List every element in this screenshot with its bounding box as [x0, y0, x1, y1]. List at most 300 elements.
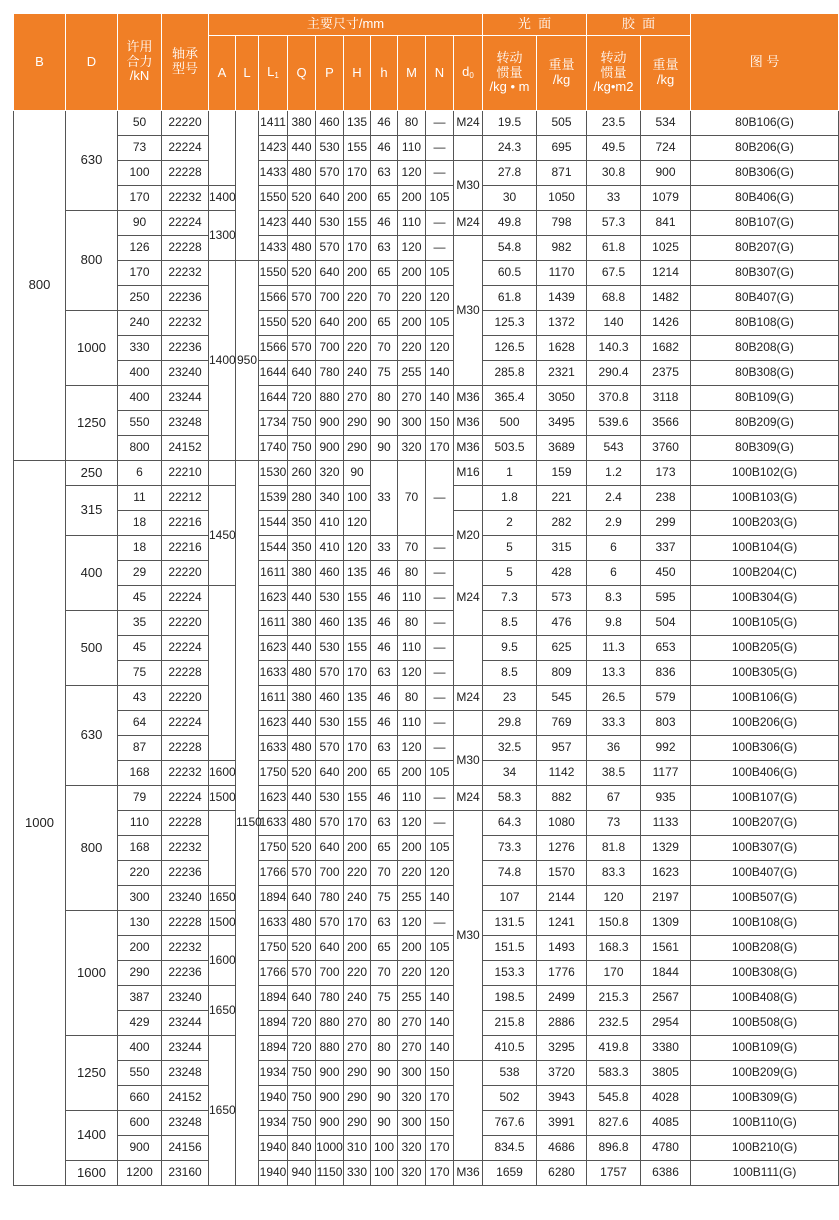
header-smooth-surface: 光 面 [483, 14, 587, 36]
cell-d0: M36 [454, 411, 483, 436]
cell-h-lower: 46 [371, 636, 398, 661]
table-row [14, 836, 839, 861]
cell-p: 640 [316, 836, 344, 861]
cell-d0: M30 [454, 236, 483, 386]
cell-inertia-smooth: 198.5 [483, 986, 537, 1011]
cell-weight-rubber: 337 [641, 536, 691, 561]
cell-q: 750 [288, 411, 316, 436]
cell-drawing-number: 80B207(G) [691, 236, 839, 261]
table-row [14, 1111, 839, 1136]
header-bearing-model: 轴承 型号 [162, 14, 209, 111]
cell-p: 460 [316, 111, 344, 136]
cell-p: 570 [316, 911, 344, 936]
cell-drawing-number: 80B406(G) [691, 186, 839, 211]
cell-drawing-number: 100B206(G) [691, 711, 839, 736]
cell-p: 640 [316, 936, 344, 961]
cell-drawing-number: 100B103(G) [691, 486, 839, 511]
cell-d: 630 [66, 111, 118, 211]
cell-inertia-rubber: 57.3 [587, 211, 641, 236]
cell-m: 110 [398, 711, 426, 736]
table-row [14, 761, 839, 786]
cell-q: 720 [288, 1036, 316, 1061]
table-row [14, 161, 839, 186]
cell-weight-smooth: 6280 [537, 1161, 587, 1186]
cell-drawing-number: 100B108(G) [691, 911, 839, 936]
cell-allowable-load: 18 [118, 511, 162, 536]
table-row [14, 961, 839, 986]
cell-m: 270 [398, 386, 426, 411]
cell-n: — [426, 786, 454, 811]
cell-weight-rubber: 1025 [641, 236, 691, 261]
cell-inertia-rubber: 290.4 [587, 361, 641, 386]
cell-n: 140 [426, 386, 454, 411]
cell-weight-rubber: 1623 [641, 861, 691, 886]
cell-a: 1500 [209, 911, 236, 936]
spec-table [13, 13, 839, 1186]
cell-allowable-load: 64 [118, 711, 162, 736]
cell-inertia-rubber: 13.3 [587, 661, 641, 686]
cell-allowable-load: 1200 [118, 1161, 162, 1186]
cell-q: 570 [288, 861, 316, 886]
cell-h-lower: 46 [371, 586, 398, 611]
cell-inertia-rubber: 83.3 [587, 861, 641, 886]
cell-d: 400 [66, 536, 118, 611]
cell-bearing-model: 23248 [162, 1111, 209, 1136]
cell-bearing-model: 22224 [162, 586, 209, 611]
cell-inertia-smooth: 54.8 [483, 236, 537, 261]
cell-drawing-number: 80B106(G) [691, 111, 839, 136]
cell-q: 350 [288, 536, 316, 561]
cell-drawing-number: 100B407(G) [691, 861, 839, 886]
table-row [14, 986, 839, 1011]
cell-h-upper: 200 [344, 761, 371, 786]
cell-h-upper: 170 [344, 736, 371, 761]
cell-inertia-rubber: 23.5 [587, 111, 641, 136]
cell-h-lower: 80 [371, 1036, 398, 1061]
cell-h-upper: 170 [344, 811, 371, 836]
cell-q: 840 [288, 1136, 316, 1161]
cell-allowable-load: 400 [118, 386, 162, 411]
cell-inertia-smooth: 767.6 [483, 1111, 537, 1136]
cell-h-upper: 120 [344, 511, 371, 536]
cell-n: — [426, 611, 454, 636]
cell-bearing-model: 22228 [162, 161, 209, 186]
cell-bearing-model: 22232 [162, 836, 209, 861]
cell-a: 1400 [209, 261, 236, 461]
cell-n: 120 [426, 286, 454, 311]
cell-q: 480 [288, 811, 316, 836]
cell-weight-smooth: 1050 [537, 186, 587, 211]
cell-m: 320 [398, 1161, 426, 1186]
cell-l1: 1411 [259, 111, 288, 136]
header-q: Q [288, 36, 316, 111]
cell-weight-rubber: 534 [641, 111, 691, 136]
cell-q: 480 [288, 236, 316, 261]
cell-drawing-number: 100B105(G) [691, 611, 839, 636]
header-rubber-surface: 胶 面 [587, 14, 691, 36]
cell-m: 270 [398, 1036, 426, 1061]
cell-weight-rubber: 4085 [641, 1111, 691, 1136]
cell-h-upper: 220 [344, 336, 371, 361]
cell-weight-rubber: 3380 [641, 1036, 691, 1061]
cell-weight-smooth: 3495 [537, 411, 587, 436]
cell-m: 270 [398, 1011, 426, 1036]
cell-bearing-model: 22236 [162, 961, 209, 986]
table-row [14, 661, 839, 686]
cell-a [209, 811, 236, 886]
cell-weight-smooth: 505 [537, 111, 587, 136]
cell-allowable-load: 75 [118, 661, 162, 686]
cell-q: 440 [288, 136, 316, 161]
cell-a: 1650 [209, 886, 236, 911]
cell-drawing-number: 100B408(G) [691, 986, 839, 1011]
header-inertia-smooth: 转动 惯量 /kg • m [483, 36, 537, 111]
cell-drawing-number: 100B308(G) [691, 961, 839, 986]
cell-q: 750 [288, 1086, 316, 1111]
cell-n: 170 [426, 1136, 454, 1161]
cell-p: 530 [316, 136, 344, 161]
cell-inertia-smooth: 9.5 [483, 636, 537, 661]
cell-l1: 1566 [259, 336, 288, 361]
cell-bearing-model: 22228 [162, 811, 209, 836]
cell-n: — [426, 561, 454, 586]
cell-inertia-rubber: 36 [587, 736, 641, 761]
cell-h-lower: 46 [371, 211, 398, 236]
cell-n: — [426, 461, 454, 536]
cell-d0: M20 [454, 511, 483, 561]
cell-bearing-model: 22224 [162, 136, 209, 161]
cell-inertia-rubber: 2.9 [587, 511, 641, 536]
cell-drawing-number: 100B102(G) [691, 461, 839, 486]
cell-drawing-number: 100B207(G) [691, 811, 839, 836]
cell-q: 570 [288, 336, 316, 361]
cell-inertia-rubber: 30.8 [587, 161, 641, 186]
cell-drawing-number: 100B307(G) [691, 836, 839, 861]
cell-l1: 1894 [259, 886, 288, 911]
cell-inertia-rubber: 583.3 [587, 1061, 641, 1086]
table-row [14, 386, 839, 411]
cell-h-lower: 46 [371, 711, 398, 736]
cell-weight-smooth: 809 [537, 661, 587, 686]
cell-l1: 1633 [259, 661, 288, 686]
cell-inertia-rubber: 140.3 [587, 336, 641, 361]
cell-n: — [426, 736, 454, 761]
cell-weight-rubber: 2197 [641, 886, 691, 911]
cell-p: 340 [316, 486, 344, 511]
cell-inertia-rubber: 543 [587, 436, 641, 461]
cell-inertia-smooth: 365.4 [483, 386, 537, 411]
cell-q: 720 [288, 386, 316, 411]
cell-l1: 1544 [259, 511, 288, 536]
cell-p: 700 [316, 336, 344, 361]
cell-inertia-rubber: 68.8 [587, 286, 641, 311]
cell-weight-smooth: 798 [537, 211, 587, 236]
cell-n: 140 [426, 1036, 454, 1061]
cell-p: 900 [316, 1086, 344, 1111]
cell-inertia-smooth: 538 [483, 1061, 537, 1086]
cell-d0: M36 [454, 1161, 483, 1186]
cell-d0: M24 [454, 561, 483, 636]
cell-l1: 1550 [259, 311, 288, 336]
cell-d: 1000 [66, 311, 118, 386]
cell-l1: 1934 [259, 1111, 288, 1136]
cell-weight-smooth: 695 [537, 136, 587, 161]
cell-inertia-smooth: 1 [483, 461, 537, 486]
cell-l1: 1633 [259, 811, 288, 836]
cell-weight-rubber: 1426 [641, 311, 691, 336]
cell-d: 315 [66, 486, 118, 536]
cell-allowable-load: 300 [118, 886, 162, 911]
table-row [14, 1061, 839, 1086]
cell-d0: M30 [454, 161, 483, 211]
cell-m: 120 [398, 811, 426, 836]
cell-d: 1600 [66, 1161, 118, 1186]
cell-q: 520 [288, 311, 316, 336]
cell-bearing-model: 23244 [162, 1036, 209, 1061]
cell-weight-rubber: 4780 [641, 1136, 691, 1161]
cell-h-lower: 90 [371, 411, 398, 436]
cell-n: — [426, 711, 454, 736]
cell-m: 300 [398, 411, 426, 436]
cell-p: 530 [316, 711, 344, 736]
cell-m: 120 [398, 736, 426, 761]
cell-weight-rubber: 2375 [641, 361, 691, 386]
cell-weight-smooth: 3943 [537, 1086, 587, 1111]
cell-inertia-smooth: 107 [483, 886, 537, 911]
header-b: B [14, 14, 66, 111]
cell-n: 140 [426, 361, 454, 386]
cell-inertia-smooth: 23 [483, 686, 537, 711]
cell-l: 950 [236, 261, 259, 461]
cell-l1: 1750 [259, 936, 288, 961]
cell-inertia-smooth: 30 [483, 186, 537, 211]
cell-q: 440 [288, 636, 316, 661]
table-row [14, 561, 839, 586]
cell-p: 640 [316, 761, 344, 786]
cell-h-upper: 155 [344, 786, 371, 811]
cell-inertia-smooth: 153.3 [483, 961, 537, 986]
cell-inertia-smooth: 32.5 [483, 736, 537, 761]
cell-h-lower: 100 [371, 1161, 398, 1186]
cell-d: 800 [66, 786, 118, 911]
cell-m: 320 [398, 1136, 426, 1161]
cell-weight-rubber: 3805 [641, 1061, 691, 1086]
cell-allowable-load: 800 [118, 436, 162, 461]
cell-n: — [426, 111, 454, 136]
cell-a: 1650 [209, 986, 236, 1036]
cell-bearing-model: 22220 [162, 686, 209, 711]
table-row [14, 461, 839, 486]
cell-drawing-number: 100B205(G) [691, 636, 839, 661]
cell-weight-smooth: 476 [537, 611, 587, 636]
cell-allowable-load: 43 [118, 686, 162, 711]
cell-h-upper: 100 [344, 486, 371, 511]
cell-d: 630 [66, 686, 118, 786]
cell-h-lower: 63 [371, 736, 398, 761]
cell-b: 1000 [14, 461, 66, 1186]
cell-inertia-smooth: 1.8 [483, 486, 537, 511]
cell-weight-smooth: 315 [537, 536, 587, 561]
cell-l1: 1940 [259, 1161, 288, 1186]
cell-drawing-number: 100B110(G) [691, 1111, 839, 1136]
cell-n: — [426, 686, 454, 711]
table-row [14, 636, 839, 661]
cell-inertia-rubber: 170 [587, 961, 641, 986]
cell-bearing-model: 22236 [162, 861, 209, 886]
cell-bearing-model: 23240 [162, 986, 209, 1011]
cell-inertia-smooth: 1659 [483, 1161, 537, 1186]
cell-d0: M24 [454, 211, 483, 236]
cell-inertia-rubber: 419.8 [587, 1036, 641, 1061]
cell-q: 380 [288, 611, 316, 636]
cell-weight-rubber: 238 [641, 486, 691, 511]
cell-allowable-load: 550 [118, 1061, 162, 1086]
cell-inertia-rubber: 215.3 [587, 986, 641, 1011]
cell-p: 570 [316, 736, 344, 761]
cell-weight-rubber: 1079 [641, 186, 691, 211]
cell-bearing-model: 22228 [162, 911, 209, 936]
cell-h-lower: 75 [371, 361, 398, 386]
cell-d: 500 [66, 611, 118, 686]
cell-q: 280 [288, 486, 316, 511]
cell-allowable-load: 600 [118, 1111, 162, 1136]
cell-h-upper: 240 [344, 886, 371, 911]
cell-weight-smooth: 3991 [537, 1111, 587, 1136]
cell-m: 255 [398, 361, 426, 386]
cell-p: 900 [316, 1061, 344, 1086]
cell-allowable-load: 11 [118, 486, 162, 511]
table-row [14, 336, 839, 361]
cell-allowable-load: 168 [118, 761, 162, 786]
cell-p: 900 [316, 411, 344, 436]
cell-p: 570 [316, 236, 344, 261]
cell-weight-smooth: 428 [537, 561, 587, 586]
cell-weight-smooth: 545 [537, 686, 587, 711]
cell-a: 1600 [209, 936, 236, 986]
cell-allowable-load: 330 [118, 336, 162, 361]
cell-weight-rubber: 992 [641, 736, 691, 761]
cell-inertia-smooth: 61.8 [483, 286, 537, 311]
cell-n: 150 [426, 1111, 454, 1136]
cell-bearing-model: 23160 [162, 1161, 209, 1186]
cell-bearing-model: 23248 [162, 1061, 209, 1086]
cell-weight-smooth: 1080 [537, 811, 587, 836]
cell-n: 105 [426, 761, 454, 786]
cell-allowable-load: 900 [118, 1136, 162, 1161]
cell-n: — [426, 586, 454, 611]
cell-inertia-rubber: 6 [587, 536, 641, 561]
cell-n: — [426, 536, 454, 561]
table-row [14, 361, 839, 386]
cell-h-upper: 155 [344, 636, 371, 661]
cell-h-upper: 200 [344, 836, 371, 861]
cell-bearing-model: 24152 [162, 436, 209, 461]
cell-h-upper: 200 [344, 936, 371, 961]
cell-q: 640 [288, 361, 316, 386]
cell-m: 255 [398, 986, 426, 1011]
cell-inertia-rubber: 545.8 [587, 1086, 641, 1111]
cell-n: 105 [426, 186, 454, 211]
cell-allowable-load: 387 [118, 986, 162, 1011]
cell-n: — [426, 636, 454, 661]
cell-bearing-model: 22228 [162, 661, 209, 686]
cell-weight-rubber: 724 [641, 136, 691, 161]
cell-inertia-rubber: 370.8 [587, 386, 641, 411]
cell-h-lower: 75 [371, 886, 398, 911]
cell-l1: 1611 [259, 561, 288, 586]
cell-m: 80 [398, 611, 426, 636]
cell-q: 440 [288, 786, 316, 811]
cell-q: 520 [288, 186, 316, 211]
cell-l1: 1766 [259, 861, 288, 886]
cell-weight-smooth: 957 [537, 736, 587, 761]
cell-n: — [426, 136, 454, 161]
table-row [14, 261, 839, 286]
cell-n: 140 [426, 986, 454, 1011]
cell-m: 200 [398, 836, 426, 861]
cell-inertia-smooth: 834.5 [483, 1136, 537, 1161]
cell-q: 750 [288, 1061, 316, 1086]
cell-weight-rubber: 1329 [641, 836, 691, 861]
cell-inertia-smooth: 125.3 [483, 311, 537, 336]
cell-q: 480 [288, 911, 316, 936]
cell-b: 800 [14, 111, 66, 461]
cell-h-lower: 63 [371, 161, 398, 186]
cell-l1: 1894 [259, 986, 288, 1011]
cell-h-upper: 200 [344, 261, 371, 286]
cell-l1: 1530 [259, 461, 288, 486]
table-row [14, 711, 839, 736]
cell-inertia-rubber: 9.8 [587, 611, 641, 636]
cell-allowable-load: 290 [118, 961, 162, 986]
cell-h-upper: 270 [344, 1036, 371, 1061]
table-row [14, 1086, 839, 1111]
cell-p: 410 [316, 536, 344, 561]
cell-inertia-rubber: 232.5 [587, 1011, 641, 1036]
cell-h-upper: 155 [344, 586, 371, 611]
cell-inertia-smooth: 73.3 [483, 836, 537, 861]
cell-drawing-number: 100B209(G) [691, 1061, 839, 1086]
cell-d0 [454, 1061, 483, 1161]
cell-weight-smooth: 573 [537, 586, 587, 611]
cell-bearing-model: 22212 [162, 486, 209, 511]
cell-p: 640 [316, 261, 344, 286]
cell-d0 [454, 711, 483, 736]
cell-l1: 1550 [259, 186, 288, 211]
cell-d0: M36 [454, 436, 483, 461]
cell-weight-smooth: 1439 [537, 286, 587, 311]
cell-q: 260 [288, 461, 316, 486]
cell-drawing-number: 100B406(G) [691, 761, 839, 786]
cell-m: 200 [398, 261, 426, 286]
cell-h-lower: 70 [371, 336, 398, 361]
cell-m: 200 [398, 186, 426, 211]
cell-allowable-load: 550 [118, 411, 162, 436]
cell-inertia-rubber: 168.3 [587, 936, 641, 961]
cell-p: 900 [316, 436, 344, 461]
cell-inertia-rubber: 26.5 [587, 686, 641, 711]
cell-h-lower: 70 [371, 861, 398, 886]
cell-drawing-number: 80B306(G) [691, 161, 839, 186]
cell-inertia-smooth: 64.3 [483, 811, 537, 836]
cell-p: 320 [316, 461, 344, 486]
cell-weight-rubber: 1214 [641, 261, 691, 286]
cell-h-lower: 100 [371, 1136, 398, 1161]
cell-h-upper: 220 [344, 861, 371, 886]
cell-weight-rubber: 1561 [641, 936, 691, 961]
cell-q: 570 [288, 961, 316, 986]
cell-bearing-model: 22210 [162, 461, 209, 486]
